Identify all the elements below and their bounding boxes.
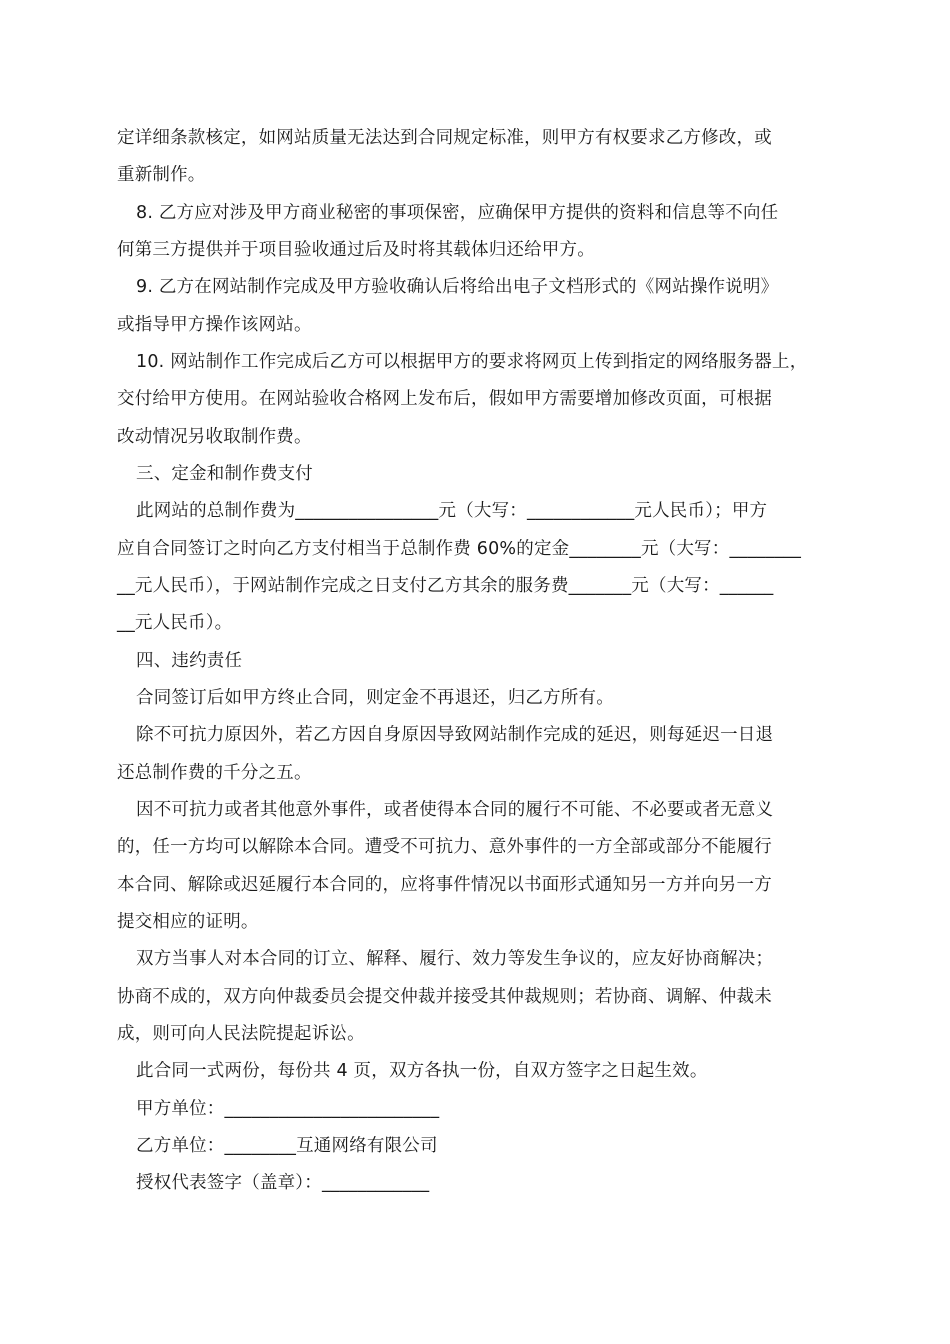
text-line: 还总制作费的千分之五。 xyxy=(117,763,312,783)
copies-paragraph: 此合同一式两份，每份共 4 页，双方各执一份，自双方签字之日起生效。 xyxy=(136,1061,708,1081)
section-heading-payment: 三、定金和制作费支付 xyxy=(136,464,313,484)
liability-paragraph-1: 合同签订后如甲方终止合同，则定金不再退还，归乙方所有。 xyxy=(136,688,614,708)
clause-10: 10. 网站制作工作完成后乙方可以根据甲方的要求将网页上传到指定的网络服务器上， xyxy=(136,352,808,372)
force-majeure-paragraph: 因不可抗力或者其他意外事件，或者使得本合同的履行不可能、不必要或者无意义 xyxy=(136,800,774,820)
signature-field: 授权代表签字（盖章）：____________ xyxy=(136,1173,430,1193)
clause-9: 9. 乙方在网站制作完成及甲方验收确认后将给出电子文档形式的《网站操作说明》 xyxy=(136,277,779,297)
text-line: 成，则可向人民法院提起诉讼。 xyxy=(117,1024,365,1044)
party-b-field: 乙方单位：________互通网络有限公司 xyxy=(136,1136,438,1156)
party-a-field: 甲方单位：________________________ xyxy=(136,1099,440,1119)
clause-8: 8. 乙方应对涉及甲方商业秘密的事项保密，应确保甲方提供的资料和信息等不向任 xyxy=(136,203,779,223)
text-line: 改动情况另收取制作费。 xyxy=(117,427,312,447)
text-line: 定详细条款核定，如网站质量无法达到合同规定标准，则甲方有权要求乙方修改，或 xyxy=(117,128,772,148)
text-line: 协商不成的，双方向仲裁委员会提交仲裁并接受其仲裁规则；若协商、调解、仲裁未 xyxy=(117,987,772,1007)
text-line: 或指导甲方操作该网站。 xyxy=(117,315,312,335)
section-heading-liability: 四、违约责任 xyxy=(136,651,243,671)
text-line: 重新制作。 xyxy=(117,165,206,185)
text-line: 交付给甲方使用。在网站验收合格网上发布后，假如甲方需要增加修改页面，可根据 xyxy=(117,389,772,409)
text-line: 应自合同签订之时向乙方支付相当于总制作费 60%的定金________元（大写：________ xyxy=(117,539,802,559)
dispute-paragraph: 双方当事人对本合同的订立、解释、履行、效力等发生争议的，应友好协商解决； xyxy=(136,949,774,969)
text-line: __元人民币），于网站制作完成之日支付乙方其余的服务费_______元（大写：______ xyxy=(117,576,774,596)
text-line: 本合同、解除或迟延履行本合同的，应将事件情况以书面形式通知另一方并向另一方 xyxy=(117,875,772,895)
text-line: 何第三方提供并于项目验收通过后及时将其载体归还给甲方。 xyxy=(117,240,595,260)
text-line: 的，任一方均可以解除本合同。遭受不可抗力、意外事件的一方全部或部分不能履行 xyxy=(117,837,772,857)
text-line: 提交相应的证明。 xyxy=(117,912,259,932)
text-line: __元人民币）。 xyxy=(117,613,233,633)
liability-paragraph-2: 除不可抗力原因外，若乙方因自身原因导致网站制作完成的延迟，则每延迟一日退 xyxy=(136,725,774,745)
payment-paragraph: 此网站的总制作费为________________元（大写：____________元人民币）；甲方 xyxy=(136,501,768,521)
